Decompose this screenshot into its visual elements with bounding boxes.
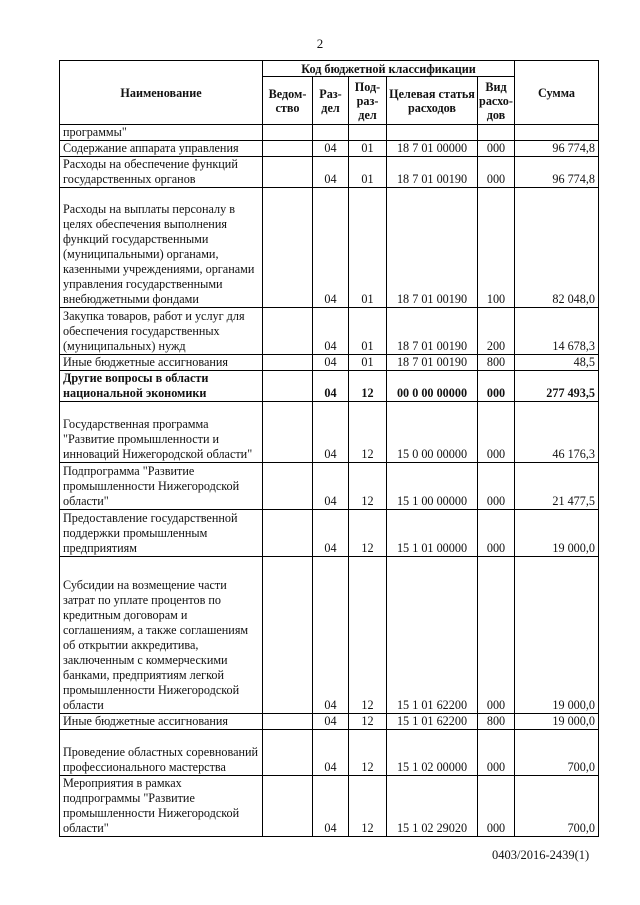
table-row: [60, 371, 599, 402]
row-target-article: 15 1 02 29020: [387, 776, 478, 837]
row-subsection: 12: [349, 714, 387, 730]
row-department: [263, 157, 313, 188]
header-department: Ведом-ство: [263, 77, 313, 125]
row-sum: 19 000,0: [515, 510, 599, 557]
row-department: [263, 463, 313, 510]
row-target-article: 15 1 01 62200: [387, 557, 478, 714]
row-name: Закупка товаров, работ и услуг для обеспечения государственных (муниципальных) нужд: [60, 308, 263, 355]
row-department: [263, 402, 313, 463]
row-target-article: 15 1 02 00000: [387, 730, 478, 776]
row-expense-type: 000: [478, 557, 515, 714]
header-target-article: Целевая статья расходов: [387, 77, 478, 125]
table-row: [60, 125, 599, 141]
row-subsection: 12: [349, 463, 387, 510]
row-section: 04: [313, 557, 349, 714]
row-name: программы": [60, 125, 263, 141]
table-row: [60, 730, 599, 776]
document-code: 0403/2016-2439(1): [492, 848, 590, 862]
row-name: Предоставление государственной поддержки промышленным предприятиям: [60, 510, 263, 557]
table-body: [60, 125, 599, 837]
row-department: [263, 125, 313, 141]
row-expense-type: 000: [478, 510, 515, 557]
row-target-article: 18 7 01 00190: [387, 355, 478, 371]
row-section: 04: [313, 188, 349, 308]
row-name: Расходы на выплаты персоналу в целях обеспечения выполнения функций государственными (муниципальными) органами, казенными учреждениями, органами управления государственными внебюджетными фондами: [60, 188, 263, 308]
table-row: [60, 355, 599, 371]
row-sum: 19 000,0: [515, 557, 599, 714]
row-subsection: 12: [349, 371, 387, 402]
row-subsection: 01: [349, 188, 387, 308]
row-expense-type: 000: [478, 157, 515, 188]
row-name: Другие вопросы в области национальной экономики: [60, 371, 263, 402]
row-department: [263, 510, 313, 557]
row-sum: 96 774,8: [515, 157, 599, 188]
row-sum: [515, 125, 599, 141]
row-section: 04: [313, 157, 349, 188]
row-section: 04: [313, 714, 349, 730]
row-expense-type: 800: [478, 355, 515, 371]
row-subsection: 01: [349, 157, 387, 188]
row-name: Содержание аппарата управления: [60, 141, 263, 157]
row-section: [313, 125, 349, 141]
row-sum: 21 477,5: [515, 463, 599, 510]
table-row: [60, 557, 599, 714]
row-department: [263, 355, 313, 371]
row-section: 04: [313, 141, 349, 157]
row-expense-type: 000: [478, 463, 515, 510]
row-name: Мероприятия в рамках подпрограммы "Развитие промышленности Нижегородской области": [60, 776, 263, 837]
row-department: [263, 141, 313, 157]
row-department: [263, 188, 313, 308]
row-sum: 96 774,8: [515, 141, 599, 157]
row-subsection: 01: [349, 308, 387, 355]
table-row: [60, 308, 599, 355]
header-section: Раз-дел: [313, 77, 349, 125]
row-name: Иные бюджетные ассигнования: [60, 355, 263, 371]
row-target-article: 18 7 01 00190: [387, 188, 478, 308]
row-section: 04: [313, 730, 349, 776]
table-row: [60, 463, 599, 510]
row-department: [263, 730, 313, 776]
table-row: [60, 714, 599, 730]
row-expense-type: 000: [478, 402, 515, 463]
row-section: 04: [313, 371, 349, 402]
row-name: Иные бюджетные ассигнования: [60, 714, 263, 730]
row-name: Государственная программа "Развитие промышленности и инноваций Нижегородской области": [60, 402, 263, 463]
row-target-article: 15 1 01 62200: [387, 714, 478, 730]
row-name: Субсидии на возмещение части затрат по уплате процентов по кредитным договорам и соглашениям, а также соглашениям об открытии аккредитива, заключенным с коммерческими банками, предприятиям легкой промышленности Нижегородской области: [60, 557, 263, 714]
row-expense-type: [478, 125, 515, 141]
row-expense-type: 000: [478, 730, 515, 776]
row-subsection: 12: [349, 402, 387, 463]
row-expense-type: 000: [478, 371, 515, 402]
row-name: Расходы на обеспечение функций государственных органов: [60, 157, 263, 188]
header-sum: Сумма: [515, 61, 599, 125]
row-sum: 46 176,3: [515, 402, 599, 463]
header-name: Наименование: [60, 61, 263, 125]
row-expense-type: 000: [478, 141, 515, 157]
row-target-article: 18 7 01 00000: [387, 141, 478, 157]
table-row: [60, 402, 599, 463]
row-target-article: 00 0 00 00000: [387, 371, 478, 402]
row-target-article: 18 7 01 00190: [387, 157, 478, 188]
row-section: 04: [313, 510, 349, 557]
row-sum: 82 048,0: [515, 188, 599, 308]
row-subsection: 12: [349, 776, 387, 837]
table-row: [60, 510, 599, 557]
row-target-article: 15 0 00 00000: [387, 402, 478, 463]
row-subsection: 01: [349, 141, 387, 157]
row-section: 04: [313, 463, 349, 510]
row-expense-type: 000: [478, 776, 515, 837]
row-section: 04: [313, 355, 349, 371]
row-subsection: 12: [349, 557, 387, 714]
row-subsection: 01: [349, 355, 387, 371]
row-subsection: 12: [349, 730, 387, 776]
row-section: 04: [313, 308, 349, 355]
row-subsection: [349, 125, 387, 141]
row-target-article: 15 1 00 00000: [387, 463, 478, 510]
row-section: 04: [313, 402, 349, 463]
row-sum: 48,5: [515, 355, 599, 371]
budget-table: [59, 60, 599, 837]
row-expense-type: 100: [478, 188, 515, 308]
row-sum: 14 678,3: [515, 308, 599, 355]
row-department: [263, 371, 313, 402]
page-number: 2: [316, 36, 324, 51]
table-row: [60, 188, 599, 308]
header-expense-type: Вид расхо-дов: [478, 77, 515, 125]
row-subsection: 12: [349, 510, 387, 557]
row-target-article: 18 7 01 00190: [387, 308, 478, 355]
row-sum: 700,0: [515, 776, 599, 837]
row-sum: 700,0: [515, 730, 599, 776]
row-expense-type: 800: [478, 714, 515, 730]
row-department: [263, 714, 313, 730]
header-subsection: Под-раз-дел: [349, 77, 387, 125]
header-classification-code: Код бюджетной классификации: [263, 61, 515, 77]
row-expense-type: 200: [478, 308, 515, 355]
row-name: Подпрограмма "Развитие промышленности Нижегородской области": [60, 463, 263, 510]
row-target-article: 15 1 01 00000: [387, 510, 478, 557]
table-row: [60, 157, 599, 188]
row-department: [263, 557, 313, 714]
table-row: [60, 141, 599, 157]
row-name: Проведение областных соревнований профессионального мастерства: [60, 730, 263, 776]
row-sum: 19 000,0: [515, 714, 599, 730]
row-department: [263, 776, 313, 837]
row-target-article: [387, 125, 478, 141]
row-department: [263, 308, 313, 355]
table-row: [60, 776, 599, 837]
row-sum: 277 493,5: [515, 371, 599, 402]
row-section: 04: [313, 776, 349, 837]
